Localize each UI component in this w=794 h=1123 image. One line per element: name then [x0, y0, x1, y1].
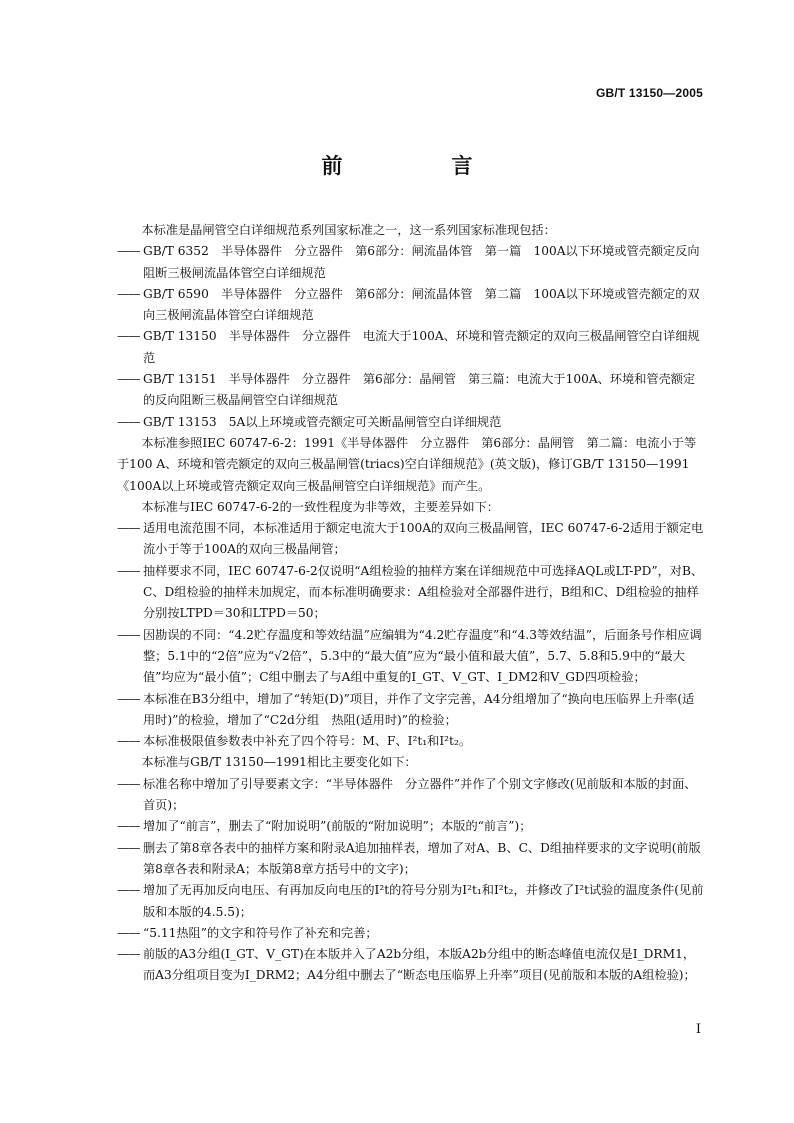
dash-marker: —— [117, 563, 140, 578]
page-number: I [695, 1022, 701, 1037]
list-item [117, 412, 705, 433]
paragraph-text: “5.11热阻”的文字和符号作了补充和完善； [143, 925, 378, 940]
paragraph-text: 标准名称中增加了引导要素文字：“半导体器件 分立器件”并作了个别文字修改(见前版和本版的封面、首页)； [143, 776, 697, 813]
paragraph-text: 增加了无再加反向电压、有再加反向电压的I²t的符号分别为I²t₁和I²t₂，并修改了I²t试验的温度条件(见前版和本版的4.5.5)； [143, 883, 704, 919]
list-item [117, 625, 705, 689]
dash-marker: —— [117, 691, 140, 706]
dash-marker: —— [117, 925, 140, 940]
list-item [117, 731, 705, 752]
paragraph-text: GB/T 13151 半导体器件 分立器件 第6部分：晶闸管 第三篇：电流大于100A、环境和管壳额定的反向阻断三极晶闸管空白详细规范 [143, 372, 696, 408]
dash-marker: —— [117, 776, 140, 791]
paragraph-text: 增加了“前言”，删去了“附加说明”(前版的“附加说明”；本版的“前言”)； [143, 819, 532, 834]
list-item [117, 369, 705, 412]
paragraph-text: 本标准参照IEC 60747-6-2：1991《半导体器件 分立器件 第6部分：晶闸管 第二篇：电流小于等于100 A、环境和管壳额定的双向三极晶闸管(triacs)空白详细规范》(英文版)，修订GB/T 13150—1991《100A以上环境或管壳额定双向三极晶闸管空白详细规范》而产生。 [117, 435, 697, 493]
list-item [117, 880, 705, 923]
paragraph-text: 适用电流范围不同，本标准适用于额定电流大于100A的双向三极晶闸管，IEC 60747-6-2适用于额定电流小于等于100A的双向三极晶闸管； [143, 521, 704, 557]
dash-marker: —— [117, 947, 140, 962]
list-item [117, 518, 705, 561]
paragraph-text: 前版的A3分组(I_GT、V_GT)在本版并入了A2b分组，本版A2b分组中的断态峰值电流仅是I_DRM1，而A3分组项目变为I_DRM2；A4分组中删去了“断态电压临界上升率”项目(见前版和本版的A组检验)； [143, 947, 696, 983]
paragraph-text: 删去了第8章各表中的抽样方案和附录A追加抽样表，增加了对A、B、C、D组抽样要求的文字说明(前版第8章各表和附录A；本版第8章方括号中的文字)； [143, 840, 701, 876]
list-item [117, 561, 705, 625]
paragraph-text: GB/T 13153 5A以上环境或管壳额定可关断晶闸管空白详细规范 [143, 414, 502, 429]
dash-marker: —— [117, 883, 140, 898]
paragraph [117, 497, 705, 518]
dash-marker: —— [117, 819, 140, 834]
list-item [117, 284, 705, 327]
standard-code: GB/T 13150—2005 [595, 86, 703, 100]
paragraph-text: GB/T 6352 半导体器件 分立器件 第6部分：闸流晶体管 第一篇 100A以下环境或管壳额定反向阻断三极闸流晶体管空白详细规范 [143, 244, 700, 280]
list-item [117, 774, 705, 817]
paragraph-text: 本标准与IEC 60747-6-2的一致性程度为非等效，主要差异如下： [141, 499, 499, 514]
list-item [117, 816, 705, 837]
paragraph-text: GB/T 6590 半导体器件 分立器件 第6部分：闸流晶体管 第二篇 100A以下环境或管壳额定的双向三极闸流晶体管空白详细规范 [143, 286, 700, 323]
list-item [117, 689, 705, 732]
paragraph-text: GB/T 13150 半导体器件 分立器件 电流大于100A、环境和管壳额定的双向三极晶闸管空白详细规范 [143, 329, 700, 365]
paragraph-text: 抽样要求不同，IEC 60747-6-2仅说明“A组检验的抽样方案在详细规范中可选择AQL或LT-PD”，对B、C、D组检验的抽样未加规定，而本标准明确要求：A组检验对全部器件进行，B组和C、D组检验的抽样分别按LTPD＝30和LTPD＝50； [143, 563, 704, 621]
list-item [117, 944, 705, 987]
dash-marker: —— [117, 734, 140, 749]
dash-marker: —— [117, 244, 140, 259]
paragraph-text: 本标准在B3分组中，增加了“转矩(D)”项目，并作了文字完善，A4分组增加了“换向电压临界上升率(适用时)”的检验，增加了“C2d分组 热阻(适用时)”的检验； [143, 691, 695, 727]
list-item [117, 923, 705, 944]
paragraph [117, 433, 705, 497]
list-item [117, 326, 705, 369]
foreword-body [117, 220, 705, 987]
page-title: 前 言 [321, 154, 517, 178]
dash-marker: —— [117, 840, 140, 855]
dash-marker: —— [117, 286, 140, 301]
dash-marker: —— [117, 329, 140, 344]
list-item [117, 838, 705, 881]
paragraph [117, 752, 705, 773]
dash-marker: —— [117, 414, 140, 429]
paragraph-text: 本标准极限值参数表中补充了四个符号：M、F、I²t₁和I²t₂。 [143, 734, 472, 749]
dash-marker: —— [117, 627, 140, 642]
dash-marker: —— [117, 521, 140, 536]
dash-marker: —— [117, 372, 140, 387]
paragraph-text: 因勘误的不同：“4.2贮存温度和等效结温”应编辑为“4.2贮存温度”和“4.3等效结温”，后面条号作相应调整；5.1中的“2倍”应为“√2倍”，5.3中的“最大值”应为“最小值和最大值”，5.7、5.8和5.9中的“最大值”均应为“最小值”；C组中删去了与A组中重复的I_GT、V_GT、I_DM2和V_GD四项检验； [143, 627, 702, 685]
paragraph-text: 本标准与GB/T 13150—1991相比主要变化如下： [141, 755, 417, 770]
paragraph-text: 本标准是晶闸管空白详细规范系列国家标准之一，这一系列国家标准现包括： [141, 223, 556, 237]
list-item [117, 241, 705, 284]
paragraph [117, 220, 705, 241]
